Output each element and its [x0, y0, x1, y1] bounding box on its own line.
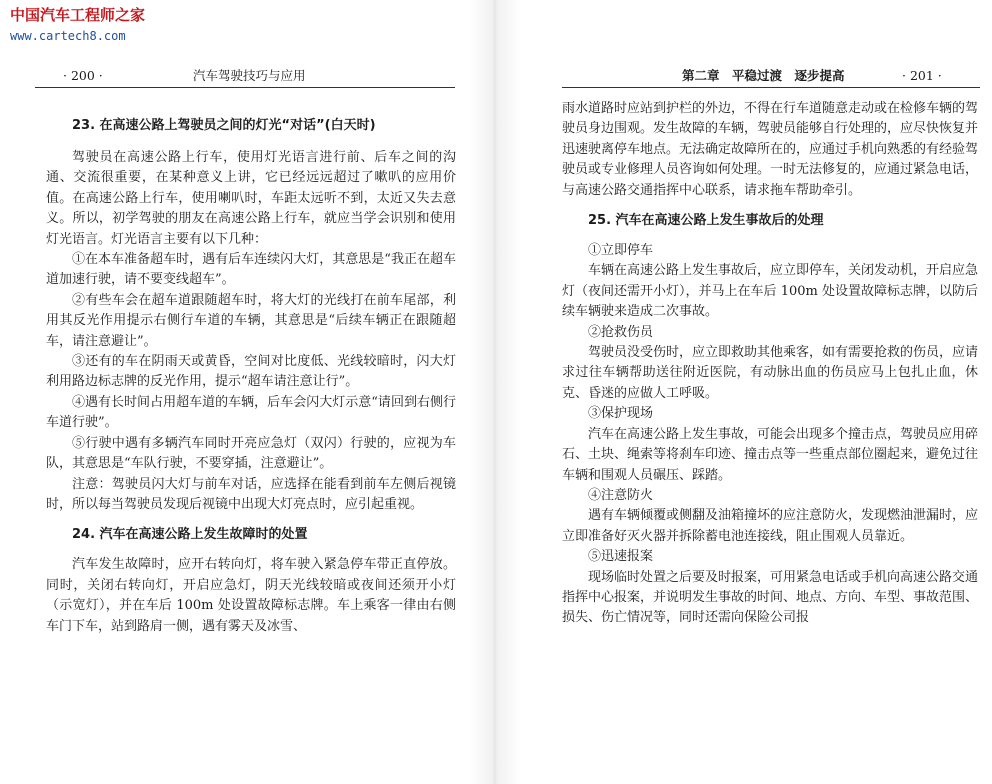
paragraph: 汽车在高速公路上发生事故，可能会出现多个撞击点，驾驶员应用碎石、土块、绳索等将刹车印迹、撞击点等一些重点部位圈起来，避免过往车辆和围观人员碾压、踩踏。 — [562, 426, 979, 483]
right-page-header — [562, 66, 980, 88]
paragraph: ②有些车会在超车道跟随超车时，将大灯的光线打在前车尾部，利用其反光作用提示右侧行车道的车辆，其意思是“后续车辆正在跟随超车，请注意避让”。 — [46, 292, 456, 349]
list-item-heading: ①立即停车 — [588, 243, 654, 259]
paragraph: ③还有的车在阴雨天或黄昏，空间对比度低、光线较暗时，闪大灯利用路边标志牌的反光作用，提示“超车请注意让行”。 — [46, 354, 456, 390]
section-heading-24: 24. 汽车在高速公路上发生故障时的处置 — [72, 527, 308, 543]
paragraph: ①在本车准备超车时，遇有后车连续闪大灯，其意思是“我正在超车道加速行驶，请不要变线超车”。 — [46, 252, 456, 288]
watermark-url: www.cartech8.com — [10, 29, 126, 43]
paragraph: ④遇有长时间占用超车道的车辆，后车会闪大灯示意“请回到右侧行车道行驶”。 — [46, 394, 456, 431]
paragraph: 驾驶员在高速公路上行车，使用灯光语言进行前、后车之间的沟通、交流很重要，在某种意义上讲，它已经远远超过了嗽叭的应用价值。在高速公路上行车，使用喇叭时，车距太远听不到，太近又失去意义。所以，初学驾驶的朋友在高速公路上行车，就应当学会识别和使用灯光语言。灯光语言主要有以下几种： — [46, 150, 456, 247]
left-page-number: · 200 · — [63, 68, 103, 83]
watermark-title: 中国汽车工程师之家 — [10, 6, 146, 24]
list-item-heading: ②抢救伤员 — [588, 324, 654, 340]
section-heading-25: 25. 汽车在高速公路上发生事故后的处理 — [588, 213, 824, 229]
list-item-heading: ⑤迅速报案 — [588, 549, 654, 565]
paragraph: 现场临时处置之后要及时报案，可用紧急电话或手机向高速公路交通指挥中心报案，并说明发生事故的时间、地点、方向、车型、事故范围、损失、伤亡情况等，同时还需向保险公司报 — [562, 569, 979, 626]
left-running-title: 汽车驾驶技巧与应用 — [193, 68, 306, 83]
paragraph: 注意：驾驶员闪大灯与前车对话，应选择在能看到前车左侧后视镜时，所以每当驾驶员发现后视镜中出现大灯亮点时，应引起重视。 — [46, 476, 456, 512]
right-page-number: · 201 · — [902, 68, 942, 83]
paragraph-continued: 雨水道路时应站到护栏的外边，不得在行车道随意走动或在检修车辆的驾驶员身边围观。发生故障的车辆，驾驶员能够自行处理的，应尽快恢复并迅速驶离停车地点。无法确定故障所在的，应通过手机向熟悉的有经验驾驶员或专业修理人员咨询如何处理。一时无法修复的，应通过紧急电话，与高速公路交通指挥中心联系，请求拖车帮助牵引。 — [562, 101, 979, 198]
left-page — [0, 0, 470, 784]
paragraph: 车辆在高速公路上发生事故后，应立即停车，关闭发动机，开启应急灯（夜间还需开小灯），并马上在车后 100m 处设置故障标志牌，以防后续车辆驶来造成二次事故。 — [562, 263, 979, 320]
right-page — [520, 0, 992, 784]
section-heading-23: 23. 在高速公路上驾驶员之间的灯光“对话”(白天时) — [72, 118, 376, 133]
book-gutter — [470, 0, 520, 784]
right-page-body — [562, 99, 978, 629]
paragraph: 遇有车辆倾覆或侧翻及油箱撞坏的应注意防火，发现燃油泄漏时，应立即准备好灭火器并拆除蓄电池连接线，阻止围观人员靠近。 — [562, 508, 979, 544]
paragraph: 汽车发生故障时，应开右转向灯，将车驶入紧急停车带正直停放。同时，关闭右转向灯，开启应急灯，阴天光线较暗或夜间还须开小灯（示宽灯），并在车后 100m 处设置故障标志牌。车上乘客一律由右侧车门下车，站到路肩一侧，遇有雾天及冰雪、 — [46, 557, 456, 634]
paragraph: 驾驶员没受伤时，应立即救助其他乘客，如有需要抢救的伤员，应请求过往车辆帮助送往附近医院，有动脉出血的伤员应马上包扎止血，休克、昏迷的应做人工呼吸。 — [562, 345, 979, 401]
right-running-title: 第二章 平稳过渡 逐步提高 — [682, 68, 845, 83]
left-page-body — [46, 112, 456, 637]
left-page-header — [35, 66, 455, 88]
list-item-heading: ④注意防火 — [588, 487, 654, 503]
paragraph: ⑤行驶中遇有多辆汽车同时开亮应急灯（双闪）行驶的，应视为车队，其意思是“车队行驶，不要穿插，注意避让”。 — [46, 435, 456, 472]
list-item-heading: ③保护现场 — [588, 406, 654, 422]
